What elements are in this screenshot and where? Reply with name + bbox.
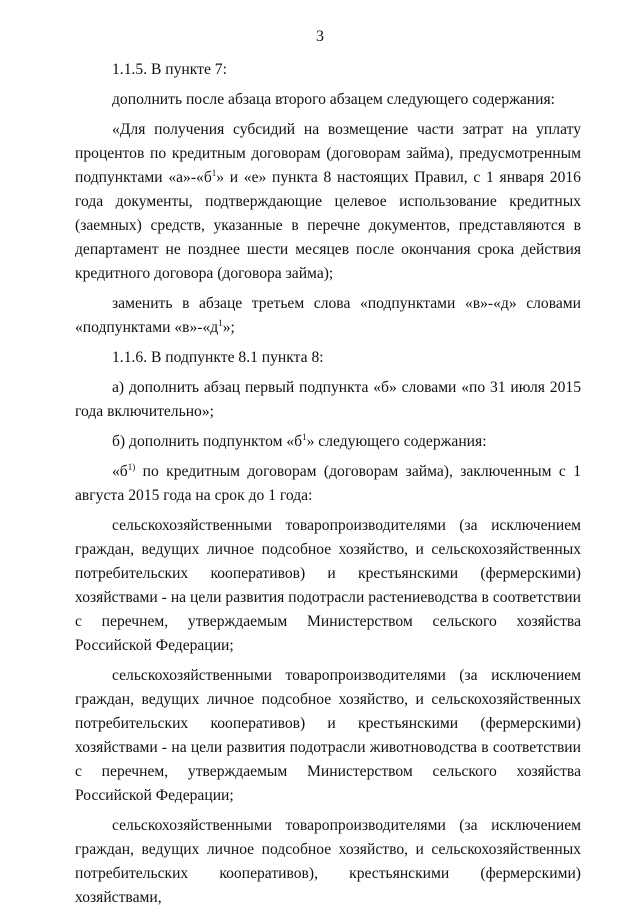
paragraph-1-1-6-heading: 1.1.6. В подпункте 8.1 пункта 8: — [112, 349, 324, 366]
superscript: 1 — [302, 432, 307, 442]
superscript: 1 — [218, 318, 223, 328]
paragraph-item-b — [75, 430, 581, 454]
text-segment: заменить в абзаце третьем слова «подпунктами «в»-«д» словами «подпунктами «в»-«д — [75, 295, 581, 336]
paragraph-1-1-5-heading: 1.1.5. В пункте 7: — [112, 61, 227, 78]
text-segment: » следующего содержания: — [306, 433, 487, 450]
paragraph-livestock: сельскохозяйственными товаропроизводителями (за исключением граждан, ведущих личное подсобное хозяйство, и сельскохозяйственных потребительских кооперативов) и крестьянскими (фермерскими) хозяйствами - на цели развития подотрасли животноводства в соответствии с перечнем, утверждаемым Министерством сельского хозяйства Российской Федерации; — [75, 667, 581, 804]
text-segment: б) дополнить подпунктом «б — [112, 433, 303, 450]
superscript: 1 — [211, 168, 217, 178]
paragraph-replace-words — [75, 292, 581, 340]
paragraph-subsidy-documents — [75, 118, 581, 286]
paragraph-crop-production: сельскохозяйственными товаропроизводителями (за исключением граждан, ведущих личное подсобное хозяйство, и сельскохозяйственных потребительских кооперативов) и крестьянскими (фермерскими) хозяйствами - на цели развития подотрасли растениеводства в соответствии с перечнем, утверждаемым Министерством сельского хозяйства Российской Федерации; — [75, 517, 581, 654]
page-number: 3 — [316, 28, 324, 45]
paragraph-item-a: а) дополнить абзац первый подпункта «б» словами «по 31 июля 2015 года включительно»; — [75, 379, 581, 420]
paragraph-item-b1 — [75, 460, 581, 508]
paragraph-producers-continued: сельскохозяйственными товаропроизводителями (за исключением граждан, ведущих личное подсобное хозяйство, и сельскохозяйственных потребительских кооперативов), крестьянскими (фермерскими) хозяйствами, — [75, 817, 581, 906]
text-segment: » и «е» пункта 8 настоящих Правил, с 1 января 2016 года документы, подтверждающие целевое использование кредитных (заемных) средств, указанные в перечне документов, представляются в департамент не позднее шести месяцев после окончания срока действия кредитного договора (договора займа); — [75, 169, 581, 282]
text-segment: »; — [222, 319, 235, 336]
paragraph-amendment-intro: дополнить после абзаца второго абзацем следующего содержания: — [112, 91, 556, 108]
document-body — [75, 58, 581, 916]
text-segment: «Для получения субсидий на возмещение части затрат на уплату процентов по кредитным договорам (договорам займа), предусмотренным подпунктами «а»-«б — [75, 121, 581, 186]
text-segment: «б — [112, 463, 128, 480]
superscript: 1) — [127, 462, 136, 472]
text-segment: по кредитным договорам (договорам займа), заключенным с 1 августа 2015 года на срок до 1 года: — [75, 463, 581, 504]
